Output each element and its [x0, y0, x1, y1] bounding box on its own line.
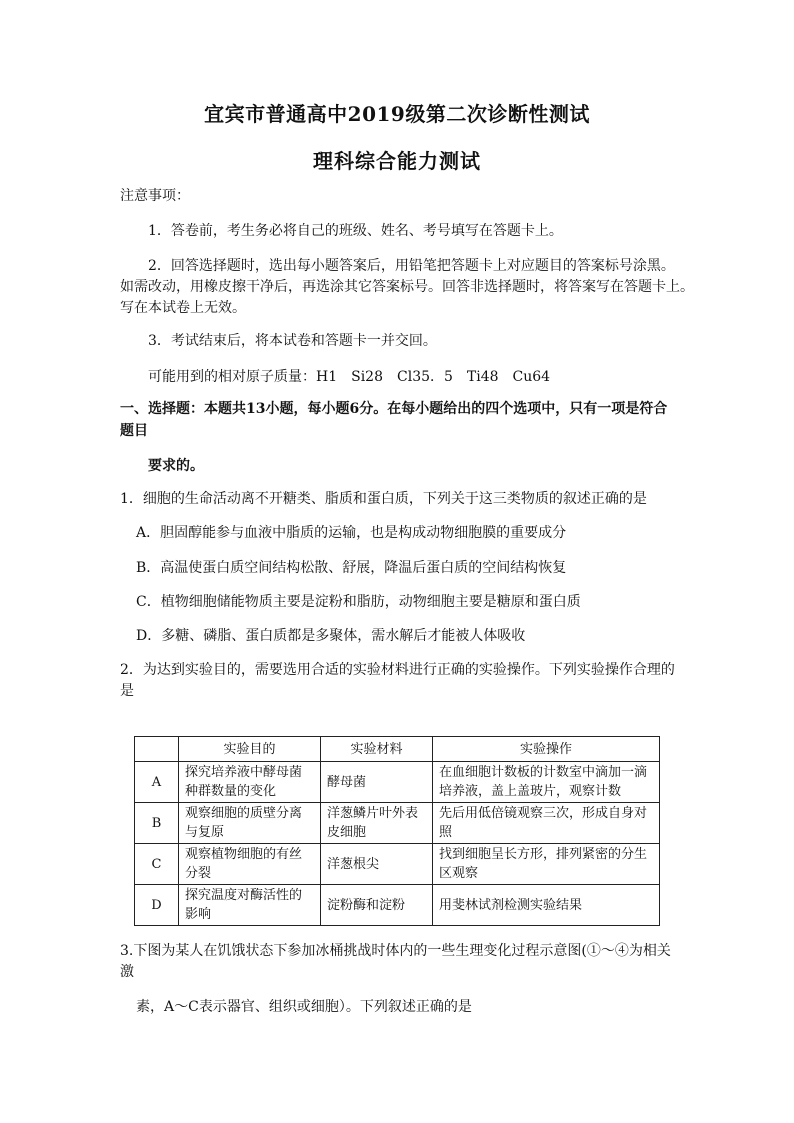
table-cell: 淀粉酶和淀粉: [321, 885, 433, 926]
table-row: [135, 885, 660, 926]
q1-stem: 1．细胞的生命活动离不开糖类、脂质和蛋白质，下列关于这三类物质的叙述正确的是: [120, 491, 647, 507]
notice-item-3: 3．考试结束后，将本试卷和答题卡一并交回。: [148, 333, 437, 349]
q1-option-a: A．胆固醇能参与血液中脂质的运输，也是构成动物细胞膜的重要成分: [136, 525, 567, 541]
table-header-cell: [135, 737, 179, 762]
table-header-cell: 实验材料: [321, 737, 433, 762]
section-1-heading-line-1: 一、选择题：本题共13小题，每小题6分。在每小题给出的四个选项中，只有一项是符合: [120, 401, 668, 417]
q3-stem-line-1: 3.下图为某人在饥饿状态下参加冰桶挑战时体内的一些生理变化过程示意图(①～④为相关: [120, 943, 671, 959]
table-header-cell: 实验操作: [433, 737, 660, 762]
table-cell: 用斐林试剂检测实验结果: [433, 885, 660, 926]
q3-stem-line-2: 激: [120, 964, 134, 980]
notice-item-2-line-3: 写在本试卷上无效。: [120, 300, 246, 316]
q1-option-d: D．多糖、磷脂、蛋白质都是多聚体，需水解后才能被人体吸收: [136, 628, 526, 644]
table-cell: C: [135, 844, 179, 885]
q2-stem-line-1: 2．为达到实验目的，需要选用合适的实验材料进行正确的实验操作。下列实验操作合理的: [120, 662, 675, 678]
table-cell: 观察植物细胞的有丝分裂: [179, 844, 321, 885]
table-header-row: [135, 737, 660, 762]
exam-subtitle: 理科综合能力测试: [313, 149, 481, 173]
table-cell: 洋葱鳞片叶外表皮细胞: [321, 803, 433, 844]
table-header-cell: 实验目的: [179, 737, 321, 762]
table-cell: 探究培养液中酵母菌种群数量的变化: [179, 762, 321, 803]
q3-stem-line-3: 素，A～C表示器官、组织或细胞）。下列叙述正确的是: [136, 999, 472, 1015]
table-cell: 探究温度对酶活性的影响: [179, 885, 321, 926]
section-1-heading-line-3: 要求的。: [148, 458, 204, 474]
table-cell: 观察细胞的质壁分离与复原: [179, 803, 321, 844]
exam-title: 宜宾市普通高中2019级第二次诊断性测试: [204, 102, 590, 126]
table-cell: 找到细胞呈长方形，排列紧密的分生区观察: [433, 844, 660, 885]
table-row: [135, 844, 660, 885]
q2-stem-line-2: 是: [120, 683, 134, 699]
table-cell: 洋葱根尖: [321, 844, 433, 885]
table-cell: B: [135, 803, 179, 844]
experiment-table: [134, 736, 660, 926]
table-cell: 先后用低倍镜观察三次，形成自身对照: [433, 803, 660, 844]
table-row: [135, 762, 660, 803]
section-1-heading-line-2: 题目: [120, 423, 148, 439]
notice-heading: 注意事项：: [120, 188, 190, 204]
notice-item-1: 1．答卷前，考生务必将自己的班级、姓名、考号填写在答题卡上。: [148, 223, 563, 239]
q1-option-b: B．高温使蛋白质空间结构松散、舒展，降温后蛋白质的空间结构恢复: [136, 560, 567, 576]
notice-item-2-line-2: 如需改动，用橡皮擦干净后，再选涂其它答案标号。回答非选择题时，将答案写在答题卡上。: [120, 279, 694, 295]
table-cell: 在血细胞计数板的计数室中滴加一滴培养液，盖上盖玻片，观察计数: [433, 762, 660, 803]
table-row: [135, 803, 660, 844]
table-cell: 酵母菌: [321, 762, 433, 803]
table-cell: D: [135, 885, 179, 926]
table-cell: A: [135, 762, 179, 803]
atomic-mass-line: 可能用到的相对原子质量：H1 Si28 Cl35．5 Ti48 Cu64: [148, 369, 551, 385]
q1-option-c: C．植物细胞储能物质主要是淀粉和脂肪，动物细胞主要是糖原和蛋白质: [136, 594, 581, 610]
notice-item-2-line-1: 2．回答选择题时，选出每小题答案后，用铅笔把答题卡上对应题目的答案标号涂黑。: [148, 258, 675, 274]
